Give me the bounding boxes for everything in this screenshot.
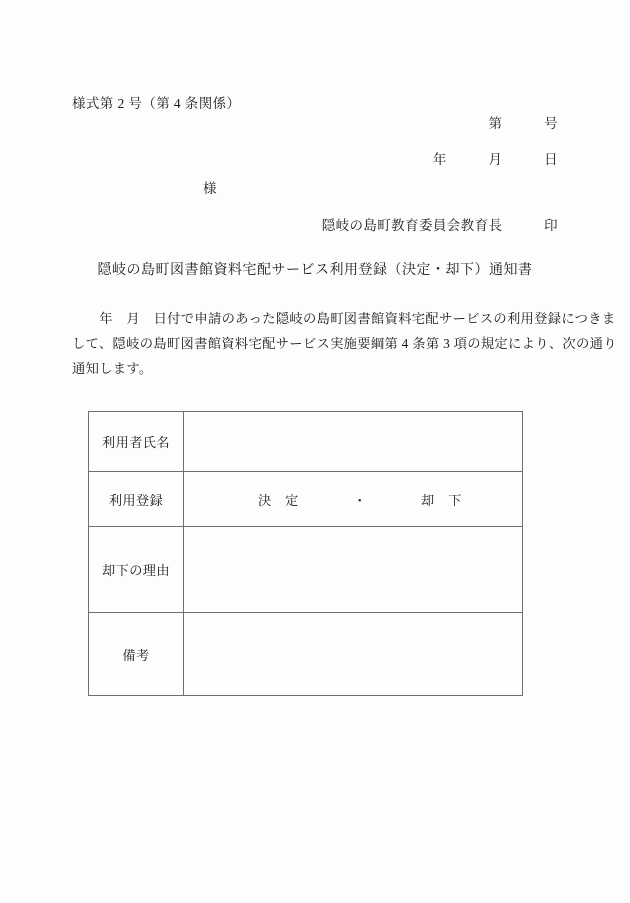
- notification-details-table: [88, 411, 523, 696]
- registration-decision-options[interactable]: 決 定 ・ 却 下: [258, 492, 462, 508]
- table-row: [89, 472, 523, 527]
- table-row: [89, 527, 523, 613]
- table-row: [89, 613, 523, 696]
- table-row: [89, 412, 523, 472]
- document-number-field: 第 号: [488, 116, 558, 131]
- table-row-value-user-name[interactable]: [184, 412, 523, 472]
- form-number: 様式第 2 号（第 4 条関係）: [72, 96, 241, 111]
- table-row-value-registration[interactable]: [184, 472, 523, 527]
- table-row-value-rejection-reason[interactable]: [184, 527, 523, 613]
- document-date-field: 年 月 日: [432, 152, 558, 167]
- table-row-label-rejection-reason: 却下の理由: [89, 527, 184, 613]
- body-paragraph: [72, 306, 617, 381]
- table-row-label-remarks: 備考: [89, 613, 184, 696]
- body-paragraph-line-2: して、隠岐の島町図書館資料宅配サービス実施要綱第 4 条第 3 項の規定により、次の通り: [72, 336, 617, 351]
- addressee-honorific: 様: [203, 181, 217, 196]
- issuer-signature-line: 隠岐の島町教育委員会教育長 印: [321, 218, 558, 233]
- table-row-label-user-name: 利用者氏名: [89, 412, 184, 472]
- body-paragraph-line-3: 通知します。: [72, 361, 153, 376]
- body-paragraph-line-1: 年 月 日付で申請のあった隠岐の島町図書館資料宅配サービスの利用登録につきま: [72, 311, 616, 326]
- table-row-value-remarks[interactable]: [184, 613, 523, 696]
- table-row-label-registration: 利用登録: [89, 472, 184, 527]
- document-title: 隠岐の島町図書館資料宅配サービス利用登録（決定・却下）通知書: [97, 263, 533, 278]
